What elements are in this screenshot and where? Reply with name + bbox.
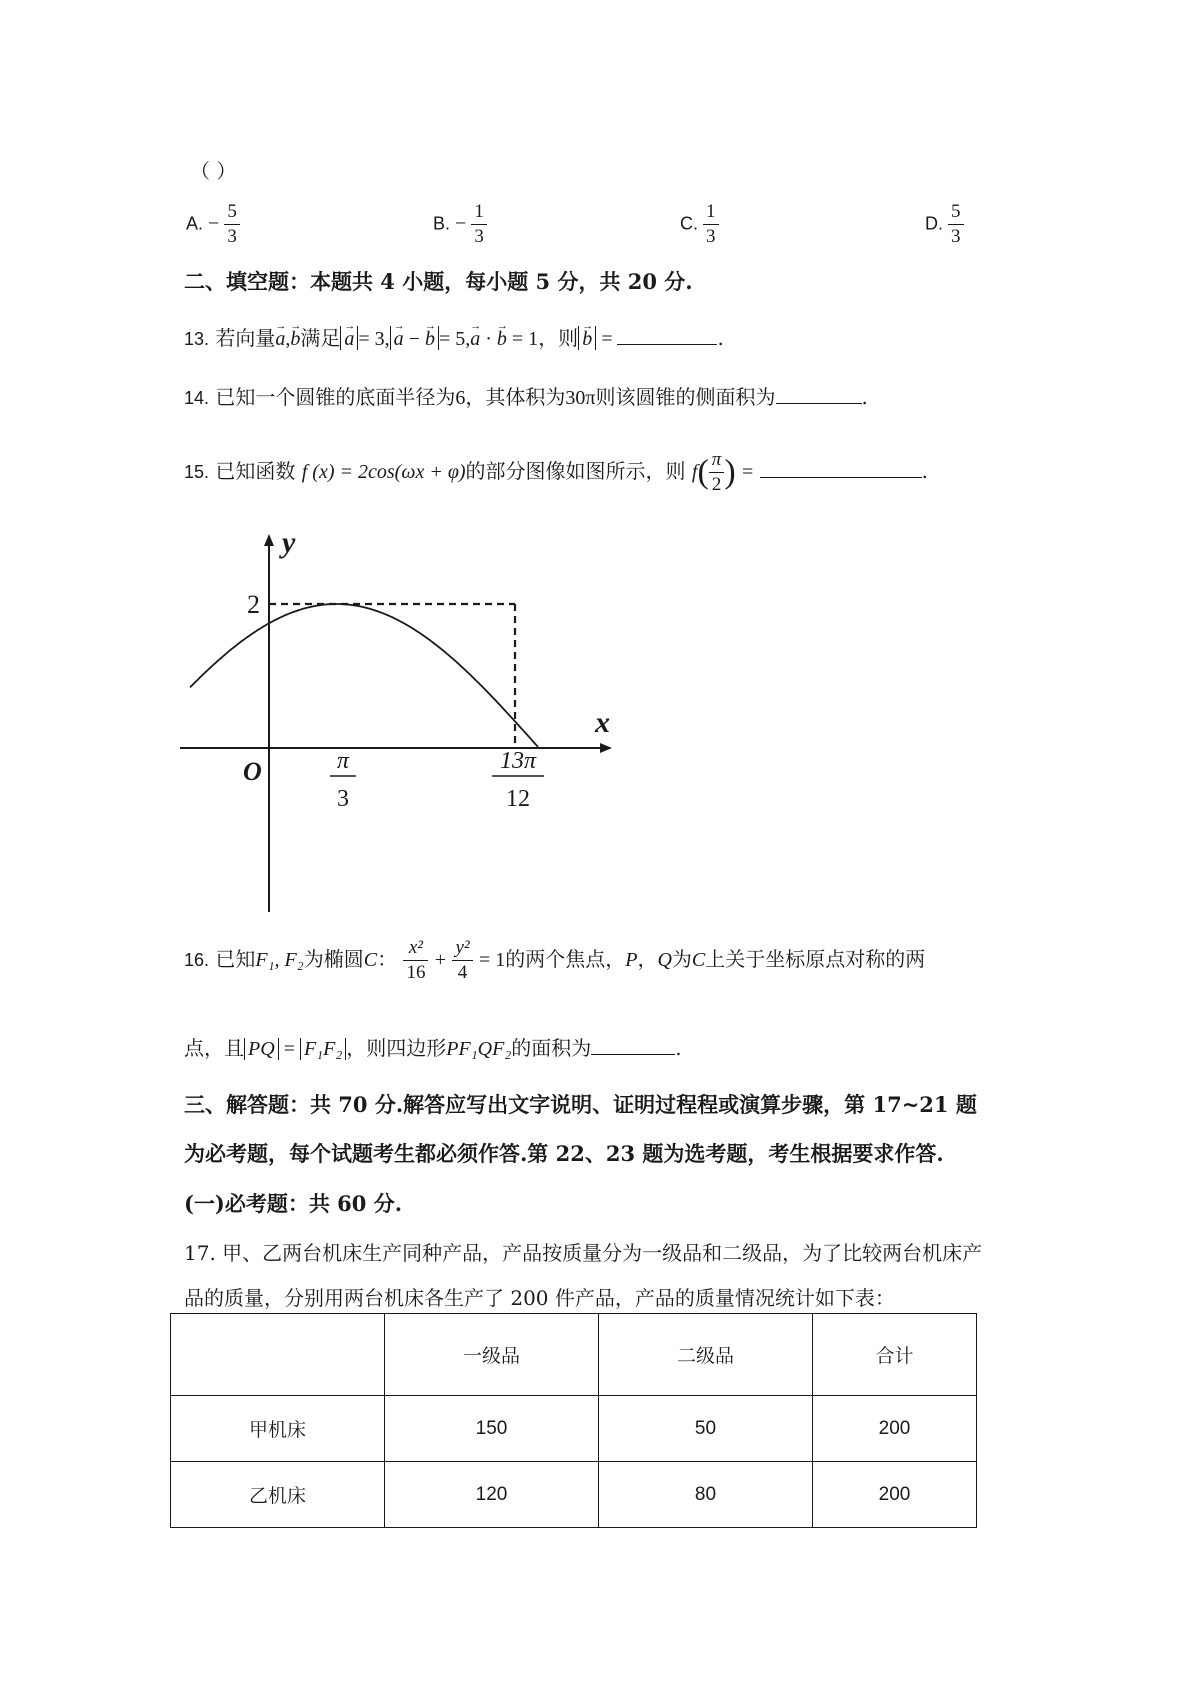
text: +	[434, 949, 447, 971]
abs-a-minus-b	[390, 326, 439, 350]
option-sign: −	[208, 212, 220, 235]
numerator: y²	[452, 936, 472, 961]
answer-blank[interactable]	[776, 385, 862, 404]
y-term	[452, 936, 472, 985]
x-tick-pi-3-num: π	[336, 748, 350, 774]
answer-parentheses: （ ）	[190, 159, 237, 183]
table-cell: 120	[385, 1462, 599, 1528]
text: ，	[637, 947, 658, 971]
vector-a: → a	[394, 326, 404, 352]
text: .	[921, 459, 929, 483]
table-cell: 50	[599, 1396, 813, 1462]
text: 点，且	[184, 1036, 244, 1060]
text: 为	[671, 947, 692, 971]
text: ·	[480, 328, 497, 350]
question-number: 13.	[184, 329, 210, 349]
text: = 3,	[358, 328, 390, 350]
section-heading-answer-line2: 为必考题，每个试题考生都必须作答.第 22、23 题为选考题，考生根据要求作答.	[184, 1141, 944, 1166]
x-tick-13pi-12-den: 12	[506, 786, 530, 812]
function-f: f	[691, 461, 698, 483]
text: 的部分图像如图所示，则	[465, 459, 686, 483]
vector-a: → a	[344, 326, 354, 352]
quadrilateral: PF₁QF₂	[446, 1038, 512, 1060]
table-row	[171, 1396, 977, 1462]
section-heading-fill-blank: 二、填空题：本题共 4 小题，每小题 5 分，共 20 分.	[184, 269, 693, 294]
vector-a: → a	[470, 326, 480, 352]
text: 则该圆锥的侧面积为	[595, 385, 776, 409]
function-expression: f (x) = 2cos(ωx + φ)	[301, 461, 466, 483]
x-term	[403, 936, 428, 985]
table-header-cell: 一级品	[385, 1314, 599, 1396]
answer-blank[interactable]	[591, 1036, 675, 1055]
option-letter: C.	[680, 213, 698, 234]
option-a	[186, 200, 240, 249]
option-b	[433, 200, 487, 249]
ellipse-name: C	[363, 949, 378, 971]
table-header-cell: 合计	[813, 1314, 977, 1396]
numerator: π	[709, 448, 725, 473]
text: 的两个焦点，	[505, 947, 626, 971]
text: 的面积为	[511, 1036, 592, 1060]
text: =	[596, 328, 618, 350]
text: 若向量	[215, 326, 276, 350]
answer-blank[interactable]	[617, 326, 717, 345]
text: = 1	[506, 328, 539, 350]
numerator: 1	[471, 200, 487, 225]
text: .	[675, 1036, 682, 1060]
option-d	[925, 200, 964, 249]
question-13	[184, 325, 724, 352]
vector-a: → a	[275, 326, 285, 352]
denominator: 3	[227, 226, 237, 247]
text: 已知函数	[215, 459, 296, 483]
option-letter: B.	[433, 213, 451, 234]
text: 满足	[300, 326, 341, 350]
numerator: x²	[403, 936, 428, 961]
text: .	[717, 326, 724, 350]
cosine-curve	[190, 604, 538, 747]
option-fraction	[703, 200, 719, 249]
text: = 5,	[438, 328, 471, 350]
text: ，则	[538, 326, 579, 350]
text: = 1	[478, 949, 506, 971]
x-tick-13pi-12-num: 13π	[499, 748, 537, 774]
text: 上关于坐标原点对称的两	[705, 947, 926, 971]
table-header-row	[171, 1314, 977, 1396]
numerator: 5	[948, 200, 964, 225]
denominator: 3	[706, 226, 716, 247]
question-15: 15. 已知函数 f (x) = 2cos(ωx + φ)的部分图像如图所示，则 f( $\frac{\pi}{2}$ ) = .	[184, 449, 929, 495]
vector-b: → b	[497, 326, 507, 352]
question-14	[184, 384, 868, 411]
table-cell: 乙机床	[171, 1462, 385, 1528]
question-number: 16.	[184, 950, 210, 970]
vector-b: → b	[425, 326, 435, 352]
numerator: 1	[703, 200, 719, 225]
table-cell: 200	[813, 1462, 977, 1528]
foci: F₁, F₂	[255, 949, 304, 971]
text: −	[403, 328, 425, 350]
text: .	[861, 385, 868, 409]
vector-b: → b	[290, 326, 300, 352]
ellipse-name: C	[691, 949, 706, 971]
table-cell: 200	[813, 1396, 977, 1462]
question-number: 15.	[184, 462, 210, 482]
vector-b: → b	[582, 326, 592, 352]
option-letter: A.	[186, 213, 204, 234]
question-16-line2	[184, 1035, 682, 1062]
table-cell: 150	[385, 1396, 599, 1462]
table-row	[171, 1462, 977, 1528]
denominator: 3	[951, 226, 961, 247]
text: ，则四边形	[346, 1036, 447, 1060]
point-q: Q	[657, 949, 672, 971]
table-cell: 甲机床	[171, 1396, 385, 1462]
point-p: P	[625, 949, 638, 971]
question-number: 14.	[184, 388, 210, 408]
table-header-cell: 二级品	[599, 1314, 813, 1396]
option-letter: D.	[925, 213, 943, 234]
y-tick-2: 2	[247, 590, 260, 619]
text: ：	[377, 947, 398, 971]
table-header-cell	[171, 1314, 385, 1396]
text: =	[278, 1038, 300, 1060]
denominator: 2	[711, 474, 722, 495]
x-axis-label: x	[595, 706, 610, 739]
option-fraction	[224, 200, 240, 249]
denominator: 16	[406, 962, 426, 983]
question-17-line2: 品的质量，分别用两台机床各生产了 200 件产品，产品的质量情况统计如下表：	[184, 1286, 895, 1310]
abs-b	[578, 326, 596, 350]
origin-label: O	[243, 757, 262, 786]
argument-fraction	[709, 448, 725, 497]
cosine-graph	[170, 520, 630, 920]
denominator: 4	[457, 962, 468, 983]
text: ,	[285, 328, 291, 350]
text: 为椭圆	[303, 947, 364, 971]
option-fraction	[948, 200, 964, 249]
section-subheading-required: (一)必考题：共 60 分.	[184, 1191, 403, 1216]
text: 已知	[215, 947, 256, 971]
y-axis-label: y	[282, 526, 296, 559]
radius-value: 6	[455, 387, 466, 409]
abs-pq: PQ	[244, 1038, 279, 1060]
option-sign: −	[455, 212, 467, 235]
abs-a	[340, 326, 358, 350]
denominator: 3	[474, 226, 484, 247]
question-16-line1	[184, 936, 925, 985]
question-17-line1: 17. 甲、乙两台机床生产同种产品，产品按质量分为一级品和二级品，为了比较两台机床产	[184, 1241, 983, 1265]
volume-value: 30π	[565, 387, 596, 409]
x-tick-pi-3-den: 3	[337, 786, 349, 812]
quality-table	[170, 1313, 977, 1528]
text: ，其体积为	[465, 385, 566, 409]
text: =	[742, 461, 754, 483]
section-heading-answer-line1: 三、解答题：共 70 分.解答应写出文字说明、证明过程程或演算步骤，第 17~21 题	[184, 1092, 977, 1117]
numerator: 5	[224, 200, 240, 225]
table-cell: 80	[599, 1462, 813, 1528]
option-c	[680, 200, 719, 249]
option-fraction	[471, 200, 487, 249]
abs-f1f2: F₁F₂	[300, 1038, 346, 1060]
answer-blank[interactable]	[760, 459, 922, 478]
text: 已知一个圆锥的底面半径为	[215, 385, 456, 409]
